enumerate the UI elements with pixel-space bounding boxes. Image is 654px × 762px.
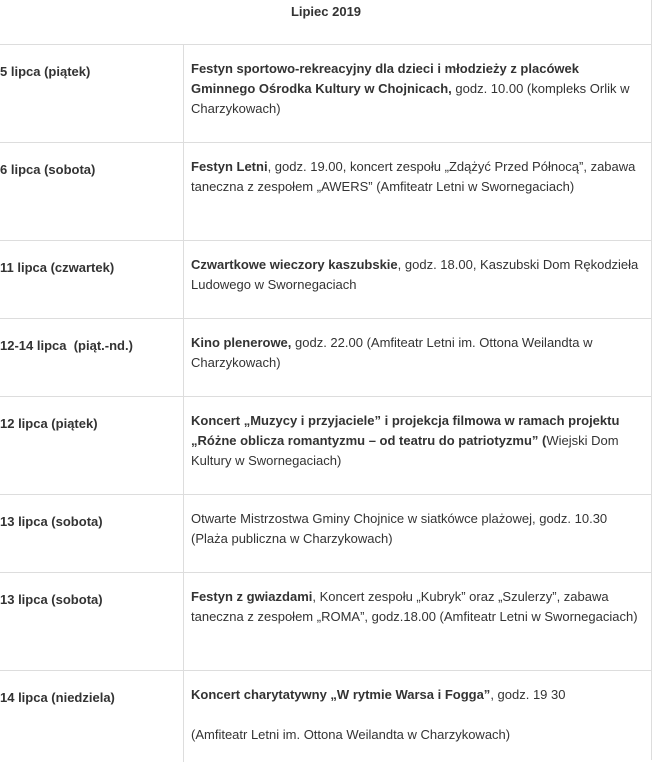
event-details: , Koncert zespołu „Kubryk” oraz „Szulerzy”, zabawa taneczna z zespołem „ROMA”, godz.18.00 (Amfiteatr Letni w Swornegaciach) <box>191 589 638 624</box>
event-details: , godz. 19 30 <box>490 687 566 702</box>
event-description <box>183 241 652 318</box>
table-row <box>0 572 652 670</box>
event-details: , godz. 19.00, koncert zespołu „Zdążyć Przed Północą”, zabawa taneczna z zespołem „AWERS” (Amfiteatr Letni w Swornegaciach) <box>191 159 636 194</box>
event-description <box>183 671 652 762</box>
event-title: Festyn sportowo-rekreacyjny dla dzieci i młodzieży z placówek Gminnego Ośrodka Kultury w Chojnicach, <box>191 61 579 96</box>
event-details: Otwarte Mistrzostwa Gminy Chojnice w siatkówce plażowej, godz. 10.30 (Plaża publiczna w Charzykowach) <box>191 511 608 546</box>
event-description <box>183 573 652 670</box>
table-row <box>0 396 652 494</box>
table-border <box>651 0 652 760</box>
event-details: , godz. 18.00, Kaszubski Dom Rękodzieła Ludowego w Swornegaciach <box>191 257 639 292</box>
event-date: 12 lipca (piątek) <box>0 416 98 431</box>
event-date: 12-14 lipca (piąt.-nd.) <box>0 338 133 353</box>
event-date: 6 lipca (sobota) <box>0 162 96 177</box>
table-row <box>0 670 652 762</box>
event-description <box>183 495 652 572</box>
event-date: 13 lipca (sobota) <box>0 514 103 529</box>
event-title: Kino plenerowe, <box>191 335 292 350</box>
event-description <box>183 397 652 494</box>
event-details: godz. 10.00 (kompleks Orlik w Charzykowach) <box>191 81 630 116</box>
event-title: Czwartkowe wieczory kaszubskie <box>191 257 398 272</box>
event-title: Festyn z gwiazdami <box>191 589 313 604</box>
event-venue: (Amfiteatr Letni im. Ottona Weilandta w Charzykowach) <box>191 727 511 742</box>
table-row <box>0 44 652 142</box>
event-description <box>183 45 652 142</box>
table-row <box>0 240 652 318</box>
event-date: 11 lipca (czwartek) <box>0 260 115 275</box>
event-schedule-table <box>0 44 652 762</box>
table-row <box>0 318 652 396</box>
event-description <box>183 319 652 396</box>
event-date: 5 lipca (piątek) <box>0 64 91 79</box>
event-date: 14 lipca (niedziela) <box>0 690 115 705</box>
event-date: 13 lipca (sobota) <box>0 592 103 607</box>
event-details: godz. 22.00 (Amfiteatr Letni im. Ottona Weilandta w Charzykowach) <box>191 335 593 370</box>
event-title: Koncert charytatywny „W rytmie Warsa i Fogga” <box>191 687 491 702</box>
event-title: Koncert „Muzycy i przyjaciele” i projekcja filmowa w ramach projektu „Różne oblicza romantyzmu – od teatru do patriotyzmu” ( <box>191 413 620 448</box>
event-title: Festyn Letni <box>191 159 268 174</box>
event-details: Wiejski Dom Kultury w Swornegaciach) <box>191 433 619 468</box>
table-row <box>0 142 652 240</box>
table-row <box>0 494 652 572</box>
page-title: Lipiec 2019 <box>290 4 362 19</box>
event-description <box>183 143 652 240</box>
